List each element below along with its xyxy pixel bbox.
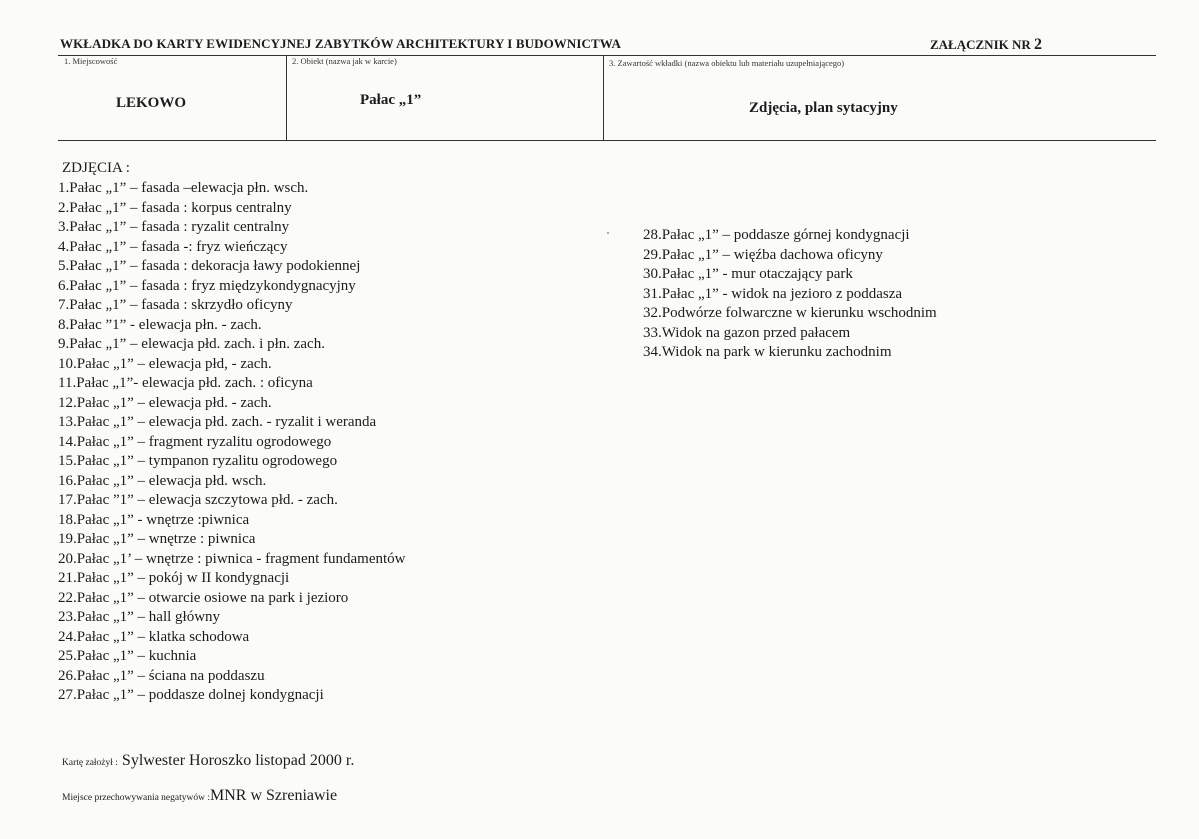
- photo-list-item: 19.Pałac „1” – wnętrze : piwnica: [58, 531, 256, 547]
- storage-value: MNR w Szreniawie: [210, 787, 338, 804]
- photo-list-item: 9.Pałac „1” – elewacja płd. zach. i płn. zach.: [58, 336, 325, 352]
- photo-list-item: 17.Pałac ”1” – elewacja szczytowa płd. - zach.: [58, 492, 338, 508]
- photo-list-item: 5.Pałac „1” – fasada : dekoracja ławy podokiennej: [58, 258, 361, 274]
- annex-label-text: ZAŁĄCZNIK NR: [930, 37, 1031, 52]
- photo-list-item: 34.Widok na park w kierunku zachodnim: [643, 344, 892, 360]
- photo-list-item: 30.Pałac „1” - mur otaczający park: [643, 266, 853, 282]
- photo-list-item: 32.Podwórze folwarczne w kierunku wschodnim: [643, 305, 937, 321]
- photo-list-item: 25.Pałac „1” – kuchnia: [58, 648, 197, 664]
- photo-list-item: 8.Pałac ”1” - elewacja płn. - zach.: [58, 316, 262, 333]
- photo-list-item: 33.Widok na gazon przed pałacem: [643, 324, 851, 341]
- cell-divider-2: [603, 55, 604, 140]
- photo-list-item: 23.Pałac „1” – hall główny: [58, 609, 221, 625]
- annex-number: 2: [1034, 36, 1043, 53]
- photo-list-item: 2.Pałac „1” – fasada : korpus centralny: [58, 199, 292, 216]
- photo-list-item: 7.Pałac „1” – fasada : skrzydło oficyny: [58, 297, 293, 313]
- document-title: WKŁADKA DO KARTY EWIDENCYJNEJ ZABYTKÓW ARCHITEKTURY I BUDOWNICTWA: [60, 36, 621, 51]
- author-value: Sylwester Horoszko listopad 2000 r.: [117, 752, 355, 769]
- photo-list-right: [643, 226, 937, 363]
- author-line: [62, 752, 354, 770]
- photo-list-item: 1.Pałac „1” – fasada –elewacja płn. wsch.: [58, 180, 309, 196]
- photo-list-item: 28.Pałac „1” – poddasze górnej kondygnacji: [643, 227, 910, 243]
- contents-value: Zdjęcia, plan sytacyjny: [749, 100, 898, 116]
- cell-divider-1: [286, 55, 287, 140]
- locality-value: LEKOWO: [116, 95, 187, 111]
- photo-list-item: 29.Pałac „1” – więźba dachowa oficyny: [643, 246, 883, 263]
- photo-list-left: [58, 179, 406, 706]
- photo-list-item: 6.Pałac „1” – fasada : fryz międzykondygnacyjny: [58, 277, 356, 294]
- photos-section-title: ZDJĘCIA :: [62, 160, 130, 176]
- photo-list-item: 14.Pałac „1” – fragment ryzalitu ogrodowego: [58, 433, 332, 450]
- photo-list-item: 3.Pałac „1” – fasada : ryzalit centralny: [58, 219, 290, 235]
- photo-list-item: 31.Pałac „1” - widok na jezioro z poddasza: [643, 285, 903, 302]
- object-value: Pałac „1”: [360, 92, 422, 108]
- photo-list-item: 4.Pałac „1” – fasada -: fryz wieńczący: [58, 238, 288, 255]
- photo-list-item: 24.Pałac „1” – klatka schodowa: [58, 628, 250, 645]
- photo-list-item: 11.Pałac „1”- elewacja płd. zach. : oficyna: [58, 375, 313, 391]
- header-top-rule: [58, 55, 1156, 56]
- photo-list-item: 18.Pałac „1” - wnętrze :piwnica: [58, 511, 250, 528]
- photo-list-item: 12.Pałac „1” – elewacja płd. - zach.: [58, 394, 272, 411]
- photo-list-item: 22.Pałac „1” – otwarcie osiowe na park i jezioro: [58, 589, 349, 606]
- photo-list-item: 13.Pałac „1” – elewacja płd. zach. - ryzalit i weranda: [58, 414, 377, 430]
- scan-speck: [607, 232, 609, 234]
- photo-list-item: 10.Pałac „1” – elewacja płd, - zach.: [58, 355, 272, 372]
- object-caption: 2. Obiekt (nazwa jak w karcie): [292, 56, 397, 66]
- contents-caption: 3. Zawartość wkładki (nazwa obiektu lub materiału uzupełniającego): [609, 58, 845, 68]
- author-label: Kartę założył :: [62, 758, 118, 768]
- storage-label: Miejsce przechowywania negatywów :: [62, 793, 210, 803]
- photo-list-item: 20.Pałac „1’ – wnętrze : piwnica - fragment fundamentów: [58, 550, 406, 567]
- photo-list-item: 16.Pałac „1” – elewacja płd. wsch.: [58, 472, 267, 489]
- annex-label: [930, 36, 1042, 54]
- photo-list-item: 21.Pałac „1” – pokój w II kondygnacji: [58, 570, 290, 586]
- locality-caption: 1. Miejscowość: [64, 56, 118, 66]
- photo-list-item: 15.Pałac „1” – tympanon ryzalitu ogrodowego: [58, 453, 338, 469]
- storage-line: [62, 787, 337, 805]
- photo-list-item: 27.Pałac „1” – poddasze dolnej kondygnacji: [58, 687, 324, 703]
- header-bottom-rule: [58, 140, 1156, 141]
- photo-list-item: 26.Pałac „1” – ściana na poddaszu: [58, 667, 265, 684]
